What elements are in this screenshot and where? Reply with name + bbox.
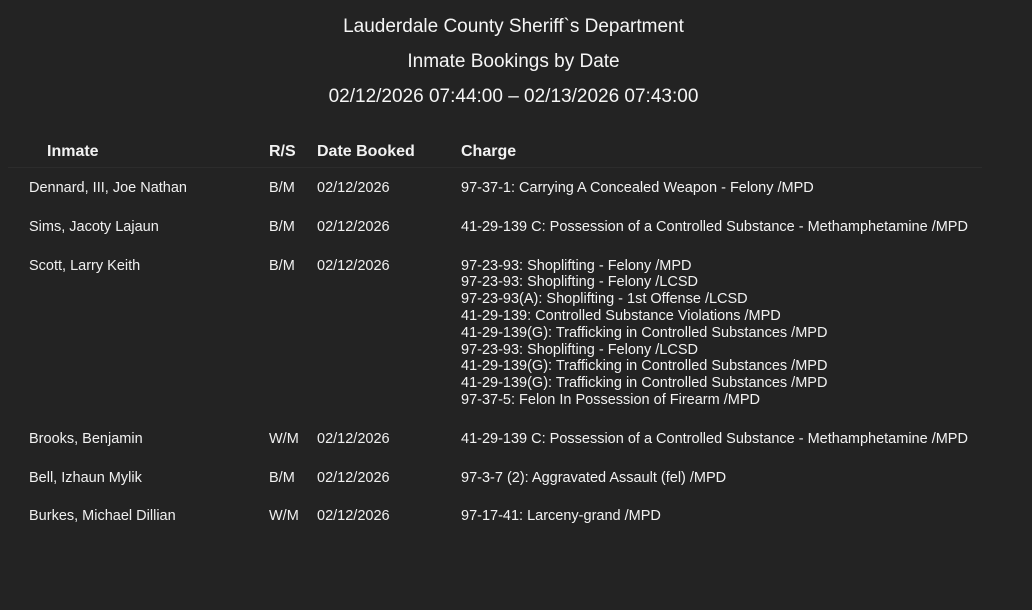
date-range: 02/12/2026 07:44:00 – 02/13/2026 07:43:00: [328, 86, 699, 107]
race-sex: B/M: [269, 218, 295, 235]
date-booked: 02/12/2026: [317, 218, 390, 235]
inmate-name: Dennard, III, Joe Nathan: [29, 180, 187, 196]
charge-item: 97-3-7 (2): Aggravated Assault (fel) /MPD: [461, 469, 727, 486]
charge-item: 97-17-41: Larceny-grand /MPD: [461, 508, 661, 525]
table-row: [0, 253, 1032, 426]
date-booked: 02/12/2026: [317, 430, 390, 447]
race-sex: W/M: [269, 508, 299, 525]
inmate-name: Sims, Jacoty Lajaun: [29, 218, 159, 235]
charge-item: 41-29-139: Controlled Substance Violations /MPD: [461, 307, 781, 324]
inmate-name: Burkes, Michael Dillian: [29, 508, 176, 525]
date-booked: 02/12/2026: [317, 508, 390, 525]
race-sex: B/M: [269, 180, 295, 196]
race-sex: B/M: [269, 257, 295, 274]
table-row: [0, 465, 1032, 504]
charge-item: 97-23-93: Shoplifting - Felony /LCSD: [461, 341, 698, 358]
column-header-rs: R/S: [269, 143, 296, 160]
charge-item: 41-29-139 C: Possession of a Controlled Substance - Methamphetamine /MPD: [461, 218, 968, 235]
table-row: [0, 503, 1032, 542]
department-title: Lauderdale County Sheriff`s Department: [343, 16, 684, 37]
charge-item: 41-29-139(G): Trafficking in Controlled Substances /MPD: [461, 324, 828, 341]
table-row: [0, 175, 1032, 214]
column-header-date-booked: Date Booked: [317, 143, 415, 160]
charge-list: [461, 470, 1032, 487]
charge-item: 97-37-1: Carrying A Concealed Weapon - Felony /MPD: [461, 180, 814, 196]
charge-item: 97-23-93: Shoplifting - Felony /LCSD: [461, 274, 698, 291]
date-booked: 02/12/2026: [317, 469, 390, 486]
charge-list: [461, 431, 1032, 448]
inmate-name: Bell, Izhaun Mylik: [29, 469, 142, 486]
charge-item: 97-23-93(A): Shoplifting - 1st Offense /LCSD: [461, 291, 748, 308]
charge-item: 41-29-139(G): Trafficking in Controlled Substances /MPD: [461, 358, 828, 375]
date-booked: 02/12/2026: [317, 257, 390, 274]
charge-list: [461, 219, 1032, 236]
charge-item: 41-29-139(G): Trafficking in Controlled Substances /MPD: [461, 375, 828, 392]
report-title: Inmate Bookings by Date: [407, 51, 620, 72]
date-booked: 02/12/2026: [317, 180, 390, 196]
table-row: [0, 426, 1032, 465]
race-sex: W/M: [269, 430, 299, 447]
charge-list: [461, 180, 1032, 197]
race-sex: B/M: [269, 469, 295, 486]
table-body: [0, 175, 1032, 542]
charge-list: [461, 508, 1032, 525]
inmate-name: Brooks, Benjamin: [29, 430, 143, 447]
table-header: [8, 138, 982, 168]
bookings-table: [0, 138, 1032, 542]
charge-item: 97-23-93: Shoplifting - Felony /MPD: [461, 257, 692, 274]
column-header-charge: Charge: [461, 143, 517, 160]
column-header-inmate: Inmate: [47, 143, 99, 160]
charge-item: 97-37-5: Felon In Possession of Firearm /MPD: [461, 391, 760, 408]
charge-item: 41-29-139 C: Possession of a Controlled Substance - Methamphetamine /MPD: [461, 430, 968, 447]
charge-list: [461, 258, 1032, 409]
table-row: [0, 214, 1032, 253]
inmate-name: Scott, Larry Keith: [29, 257, 141, 274]
